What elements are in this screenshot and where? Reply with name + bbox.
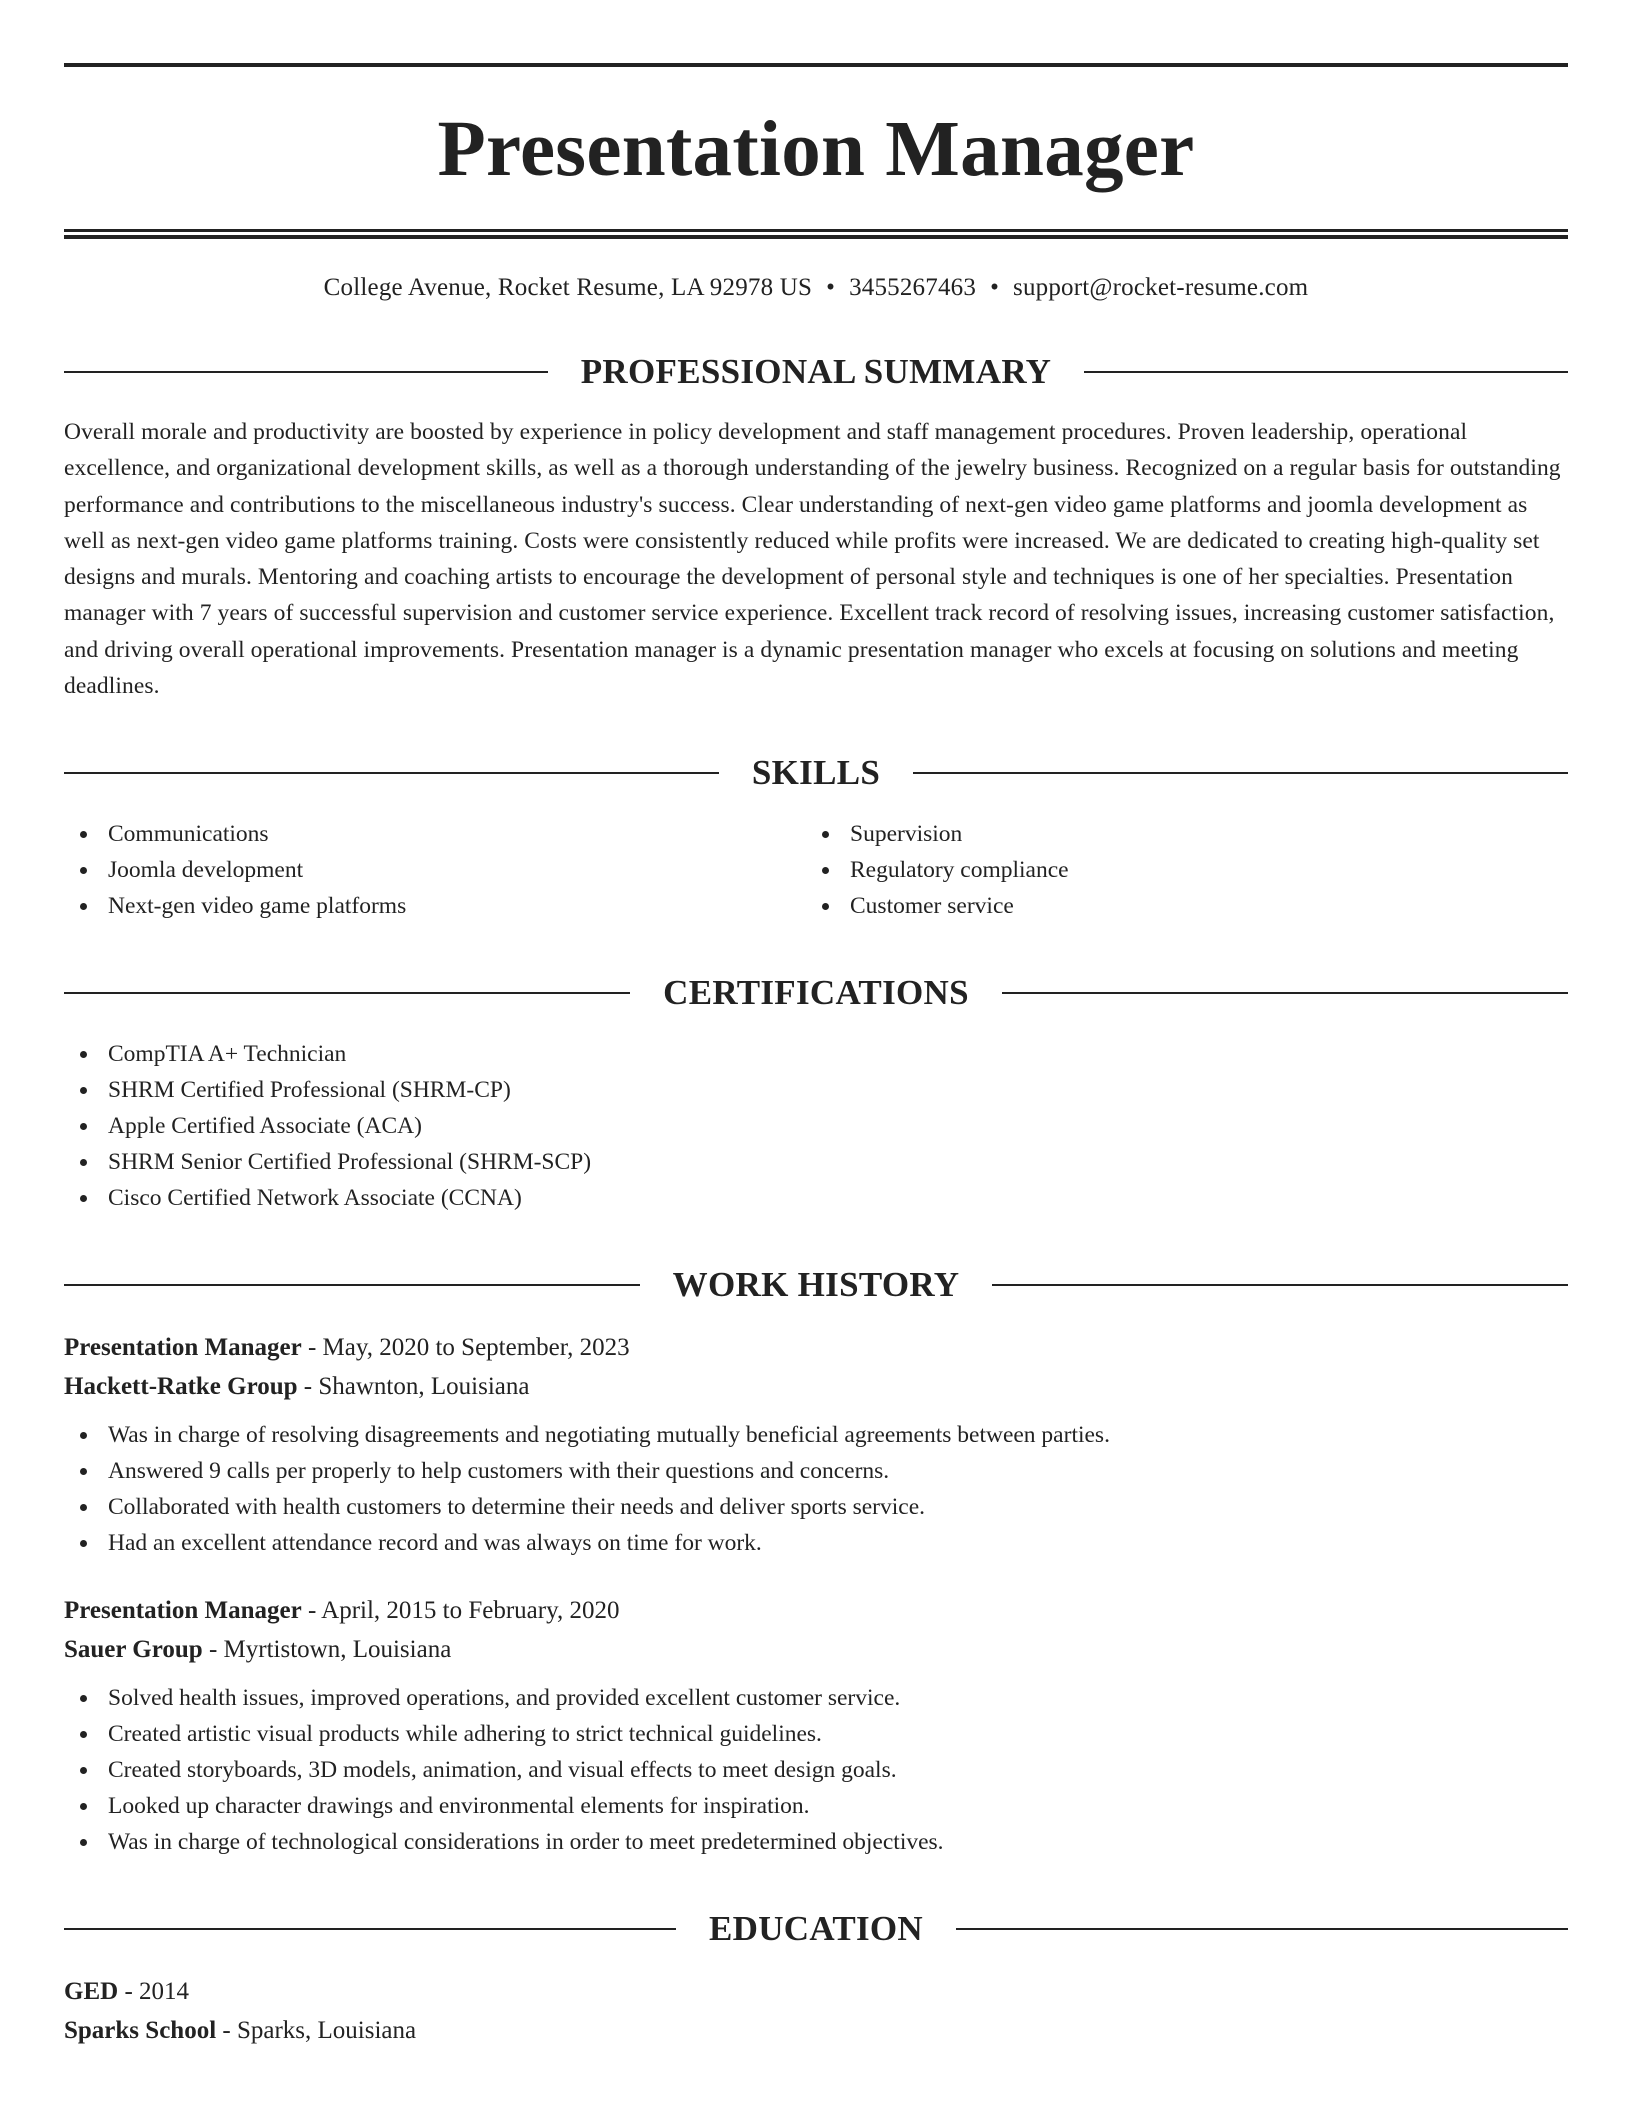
- heading-rule: [956, 1928, 1568, 1930]
- section-title: PROFESSIONAL SUMMARY: [580, 352, 1052, 391]
- job-title-line: [64, 1328, 1568, 1367]
- job-company-line: [64, 1630, 1568, 1669]
- job-bullet: Was in charge of technological considerations in order to meet predetermined objectives.: [64, 1824, 1568, 1860]
- section-title: EDUCATION: [708, 1909, 924, 1949]
- contact-separator: •: [990, 274, 1000, 301]
- skill-item: Supervision: [806, 816, 1548, 852]
- certification-item: Cisco Certified Network Associate (CCNA): [64, 1180, 1568, 1216]
- heading-rule: [913, 772, 1568, 774]
- job-bullets: [64, 1417, 1568, 1561]
- education-location: - Sparks, Louisiana: [216, 2017, 417, 2045]
- contact-line: [64, 273, 1568, 303]
- skill-item: Next-gen video game platforms: [64, 888, 806, 924]
- certification-item: CompTIA A+ Technician: [64, 1036, 1568, 1072]
- section-heading-summary: [64, 351, 1568, 393]
- top-rule: [64, 63, 1568, 67]
- contact-phone: 3455267463: [849, 274, 977, 301]
- skill-item: Regulatory compliance: [806, 852, 1548, 888]
- double-rule: [64, 229, 1568, 239]
- section-title: SKILLS: [751, 753, 881, 793]
- heading-rule: [1084, 371, 1568, 373]
- heading-rule: [1002, 992, 1568, 994]
- job-role: Presentation Manager: [64, 1597, 302, 1625]
- skill-item: Customer service: [806, 888, 1548, 924]
- certification-list: [64, 1036, 1568, 1216]
- job-entry: [64, 1328, 1568, 1561]
- skills-column-right: [806, 816, 1548, 924]
- section-heading-work-history: [64, 1264, 1568, 1306]
- skills-column-left: [64, 816, 806, 924]
- certification-item: SHRM Senior Certified Professional (SHRM-SCP): [64, 1144, 1568, 1180]
- skill-item: Joomla development: [64, 852, 806, 888]
- job-role: Presentation Manager: [64, 1334, 302, 1362]
- education-entry: [64, 1972, 1568, 2050]
- section-heading-skills: [64, 752, 1568, 794]
- contact-email: support@rocket-resume.com: [1013, 274, 1309, 301]
- job-dates: - April, 2015 to February, 2020: [301, 1597, 620, 1625]
- job-company-line: [64, 1367, 1568, 1406]
- certification-item: SHRM Certified Professional (SHRM-CP): [64, 1072, 1568, 1108]
- resume-name: Presentation Manager: [437, 106, 1195, 193]
- skills-grid: [64, 816, 1568, 924]
- job-bullet: Collaborated with health customers to determine their needs and deliver sports service.: [64, 1489, 1568, 1525]
- job-bullet: Was in charge of resolving disagreements and negotiating mutually beneficial agreements between parties.: [64, 1417, 1568, 1453]
- heading-rule: [64, 1284, 640, 1286]
- education-degree-line: [64, 1972, 1568, 2011]
- education-school: Sparks School: [64, 2017, 217, 2045]
- job-company: Sauer Group: [64, 1636, 203, 1664]
- section-title: WORK HISTORY: [672, 1265, 960, 1305]
- job-bullet: Looked up character drawings and environmental elements for inspiration.: [64, 1788, 1568, 1824]
- job-bullet: Created artistic visual products while adhering to strict technical guidelines.: [64, 1716, 1568, 1752]
- education-year: - 2014: [118, 1978, 190, 2006]
- education-school-line: [64, 2011, 1568, 2050]
- contact-separator: •: [826, 274, 836, 301]
- heading-rule: [64, 371, 548, 373]
- job-bullet: Created storyboards, 3D models, animation, and visual effects to meet design goals.: [64, 1752, 1568, 1788]
- certification-item: Apple Certified Associate (ACA): [64, 1108, 1568, 1144]
- section-heading-education: [64, 1908, 1568, 1950]
- heading-rule: [64, 772, 719, 774]
- job-location: - Shawnton, Louisiana: [297, 1373, 530, 1401]
- heading-rule: [64, 992, 630, 994]
- job-bullet: Had an excellent attendance record and was always on time for work.: [64, 1525, 1568, 1561]
- skill-item: Communications: [64, 816, 806, 852]
- job-company: Hackett-Ratke Group: [64, 1373, 298, 1401]
- job-location: - Myrtistown, Louisiana: [202, 1636, 452, 1664]
- section-title: CERTIFICATIONS: [663, 973, 969, 1013]
- job-bullet: Answered 9 calls per properly to help customers with their questions and concerns.: [64, 1453, 1568, 1489]
- job-entry: [64, 1591, 1568, 1860]
- job-bullet: Solved health issues, improved operations, and provided excellent customer service.: [64, 1680, 1568, 1716]
- contact-address: College Avenue, Rocket Resume, LA 92978 US: [323, 274, 813, 301]
- job-title-line: [64, 1591, 1568, 1630]
- summary-text: Overall morale and productivity are boosted by experience in policy development and staff management procedures. Proven leadership, operational excellence, and organizational development skills, as well as a thorough understanding of the jewelry business. Recognized on a regular basis for outstanding performance and contributions to the miscellaneous industry's success. Clear understanding of next-gen video game platforms and joomla development as well as next-gen video game platforms training. Costs were consistently reduced while profits were increased. We are dedicated to creating high-quality set designs and murals. Mentoring and coaching artists to encourage the development of personal style and techniques is one of her specialties. Presentation manager with 7 years of successful supervision and customer service experience. Excellent track record of resolving issues, increasing customer satisfaction, and driving overall operational improvements. Presentation manager is a dynamic presentation manager who excels at focusing on solutions and meeting deadlines.: [64, 419, 1561, 700]
- job-dates: - May, 2020 to September, 2023: [301, 1334, 630, 1362]
- heading-rule: [992, 1284, 1568, 1286]
- heading-rule: [64, 1928, 676, 1930]
- section-heading-certifications: [64, 972, 1568, 1014]
- education-degree: GED: [64, 1978, 119, 2006]
- job-bullets: [64, 1680, 1568, 1860]
